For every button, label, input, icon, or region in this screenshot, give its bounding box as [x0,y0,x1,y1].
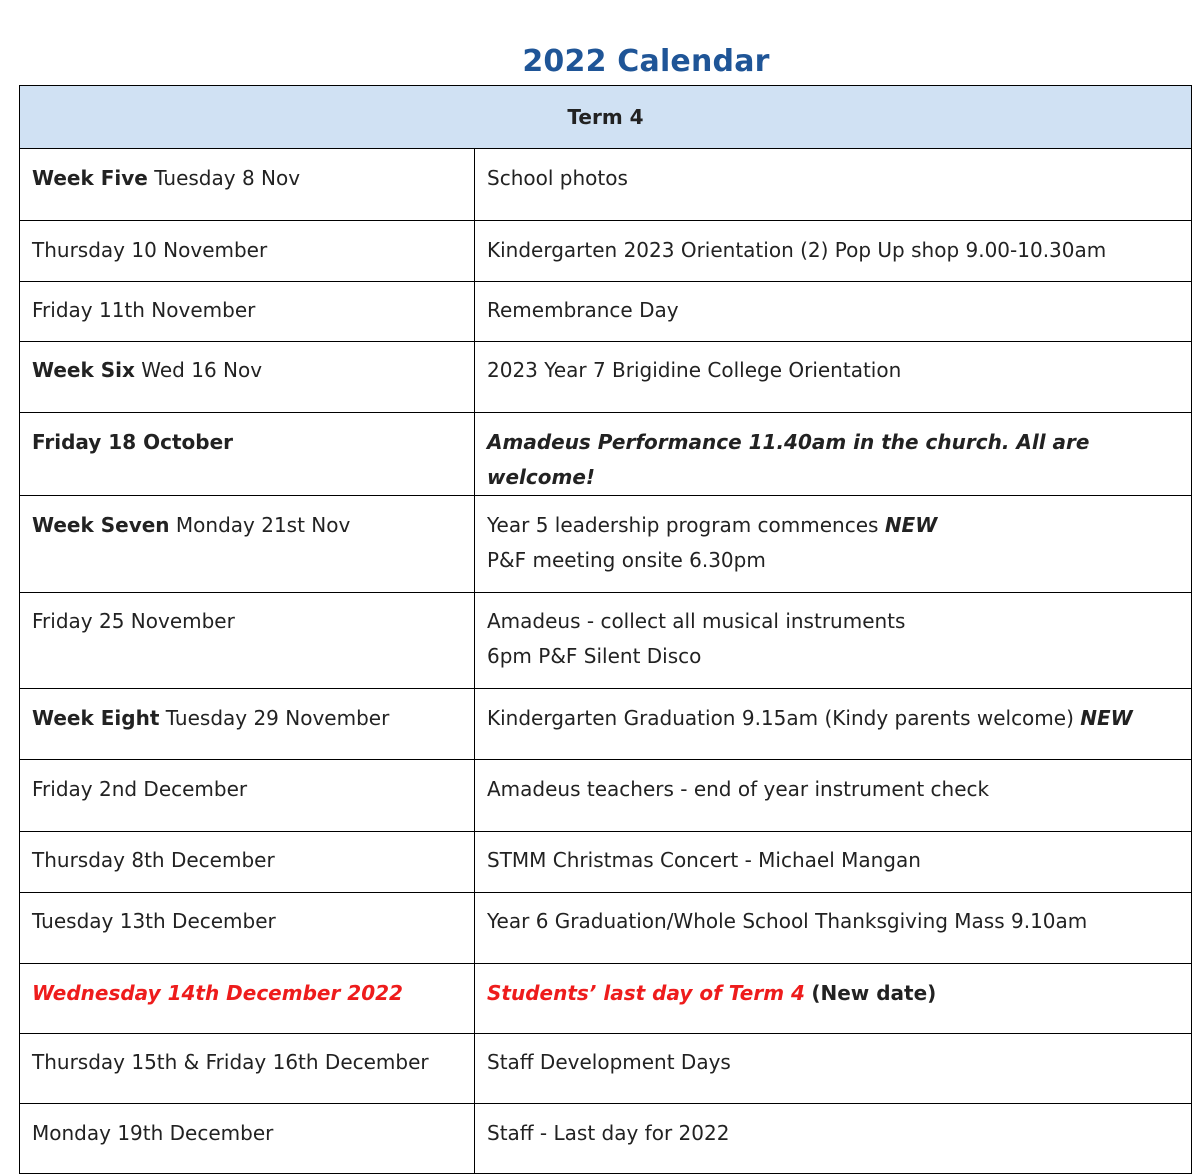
week-label: Week Six [32,358,135,382]
event-text [487,701,1179,736]
table-row [20,221,1192,282]
event-cell [475,593,1192,689]
table-row [20,593,1192,689]
table-row [20,1034,1192,1104]
event-line: Year 5 leadership program commences [487,513,885,537]
date-text: Monday 21st Nov [169,513,351,537]
event-text: Amadeus Performance 11.40am in the church. All are welcome! [487,430,1090,489]
date-cell [20,964,475,1034]
table-row [20,689,1192,760]
event-text [487,508,1179,543]
date-cell [20,342,475,413]
event-text: School photos [487,166,628,190]
calendar-table [19,85,1192,1174]
event-text: Amadeus - collect all musical instruments [487,609,906,633]
date-text: Friday 2nd December [32,777,248,801]
event-text: 2023 Year 7 Brigidine College Orientation [487,358,902,382]
event-text: Remembrance Day [487,298,679,322]
date-cell [20,496,475,593]
event-cell [475,832,1192,893]
week-label: Week Seven [32,513,170,537]
event-cell [475,1104,1192,1174]
event-cell [475,149,1192,221]
event-cell [475,342,1192,413]
event-text: Amadeus teachers - end of year instrument check [487,777,990,801]
date-cell [20,1104,475,1174]
event-text: Kindergarten 2023 Orientation (2) Pop Up shop 9.00-10.30am [487,238,1107,262]
date-text: Wednesday 14th December 2022 [32,981,403,1005]
table-row [20,282,1192,342]
event-cell [475,221,1192,282]
event-cell [475,760,1192,832]
date-cell [20,149,475,221]
date-cell [20,282,475,342]
event-line: Kindergarten Graduation 9.15am (Kindy parents welcome) [487,706,1081,730]
page-title: 2022 Calendar [522,44,770,79]
new-badge: NEW [1080,706,1133,730]
table-row [20,760,1192,832]
event-text: P&F meeting onsite 6.30pm [487,548,766,572]
date-text: Thursday 15th & Friday 16th December [32,1050,429,1074]
term-header-row [20,86,1192,149]
table-row [20,893,1192,964]
date-cell [20,689,475,760]
date-cell [20,893,475,964]
date-text: Wed 16 Nov [134,358,263,382]
date-text: Thursday 8th December [32,848,275,872]
event-cell [475,893,1192,964]
date-cell [20,221,475,282]
event-text: Staff - Last day for 2022 [487,1121,730,1145]
event-cell [475,689,1192,760]
date-text: Tuesday 13th December [32,909,276,933]
table-row [20,1104,1192,1174]
event-highlight: Students’ last day of Term 4 [487,981,805,1005]
event-text [487,976,1179,1011]
date-text: Friday 11th November [32,298,256,322]
date-text: Friday 18 October [32,430,233,454]
table-row [20,413,1192,496]
date-text: Tuesday 29 November [159,706,390,730]
event-text: STMM Christmas Concert - Michael Mangan [487,848,921,872]
event-cell [475,964,1192,1034]
term-heading: Term 4 [20,86,1192,149]
date-text: Thursday 10 November [32,238,268,262]
event-cell [475,282,1192,342]
table-row [20,832,1192,893]
date-cell [20,1034,475,1104]
event-text: 6pm P&F Silent Disco [487,644,702,668]
event-note: (New date) [811,981,937,1005]
table-row [20,496,1192,593]
event-text: Year 6 Graduation/Whole School Thanksgiving Mass 9.10am [487,909,1088,933]
week-label: Week Five [32,166,148,190]
event-cell [475,413,1192,496]
date-text: Tuesday 8 Nov [147,166,301,190]
new-badge: NEW [884,513,938,537]
date-cell [20,413,475,496]
event-cell [475,496,1192,593]
date-cell [20,760,475,832]
date-cell [20,593,475,689]
date-text: Monday 19th December [32,1121,274,1145]
date-cell [20,832,475,893]
date-text: Friday 25 November [32,609,235,633]
table-row [20,149,1192,221]
event-cell [475,1034,1192,1104]
table-row [20,342,1192,413]
table-row [20,964,1192,1034]
event-text: Staff Development Days [487,1050,731,1074]
week-label: Week Eight [32,706,160,730]
